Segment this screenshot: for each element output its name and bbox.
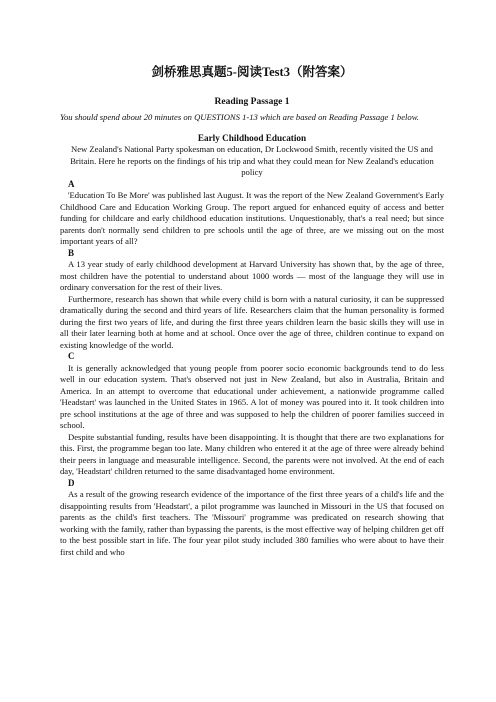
- body-paragraph: Despite substantial funding, results have been disappointing. It is thought that there are two explanations for this. First, the programme began too late. Many children who entered it at the age of three were already behind their peers in language and measurable intelligence. Second, the parents were not involved. At the end of each day, 'Headstart' children returned to the same disadvantaged home environment.: [60, 431, 444, 476]
- document-page: [60, 64, 444, 558]
- section-letter: D: [68, 477, 75, 488]
- passage-heading: Reading Passage 1: [214, 97, 290, 107]
- body-paragraph: It is generally acknowledged that young people from poorer socio economic backgrounds tend to do less well in our education system. That's observed not just in New Zealand, but also in Australia, Britain and America. In an attempt to overcome that educational under achievement, a nationwide programme called 'Headstart' was launched in the United States in 1965. A lot of money was poured into it. It took children into pre school institutions at the age of three and was supposed to help the children of poorer families succeed in school.: [60, 362, 444, 430]
- document-title: 剑桥雅思真题5-阅读Test3（附答案）: [151, 65, 353, 79]
- body-paragraph: As a result of the growing research evidence of the importance of the first three years of a child's life and the disappointing results from 'Headstart', a pilot programme was launched in Missouri in the US that focused on parents as the child's first teachers. The 'Missouri' programme was predicated on research showing that working with the family, rather than bypassing the parents, is the most effective way of helping children get off to the best possible start in life. The four year pilot study included 380 families who were about to have their first child and who: [60, 489, 444, 557]
- article-body: [60, 179, 444, 559]
- article-intro: New Zealand's National Party spokesman on education, Dr Lockwood Smith, recently visited the US and Britain. Here he reports on the findings of his trip and what they could mean for New Zealand's education policy: [70, 144, 434, 177]
- section-letter: C: [68, 351, 75, 361]
- instructions-text: You should spend about 20 minutes on QUESTIONS 1-13 which are based on Reading Passage 1 below.: [60, 112, 419, 122]
- body-paragraph: Furthermore, research has shown that while every child is born with a natural curiosity, it can be suppressed dramatically during the second and third years of life. Researchers claim that the human personality is formed during the first two years of life, and during the first three years children learn the basic skills they will use in all their later learning both at home and at school. Once over the age of three, children continue to expand on existing knowledge of the world.: [60, 293, 444, 350]
- article-title: Early Childhood Education: [197, 132, 307, 143]
- section-letter: A: [68, 178, 75, 189]
- section-letter: B: [68, 247, 75, 258]
- body-paragraph: A 13 year study of early childhood development at Harvard University has shown that, by the age of three, most children have the potential to understand about 1000 words — most of the language they will use in ordinary conversation for the rest of their lives.: [60, 259, 444, 292]
- body-paragraph: 'Education To Be More' was published last August. It was the report of the New Zealand Government's Early Childhood Care and Education Working Group. The report argued for enhanced equity of access and better funding for childcare and early childhood education institutions. Unquestionably, that's a real need; but since parents don't normally send children to pre schools until the age of three, are we missing out on the most important years of all?: [60, 190, 444, 246]
